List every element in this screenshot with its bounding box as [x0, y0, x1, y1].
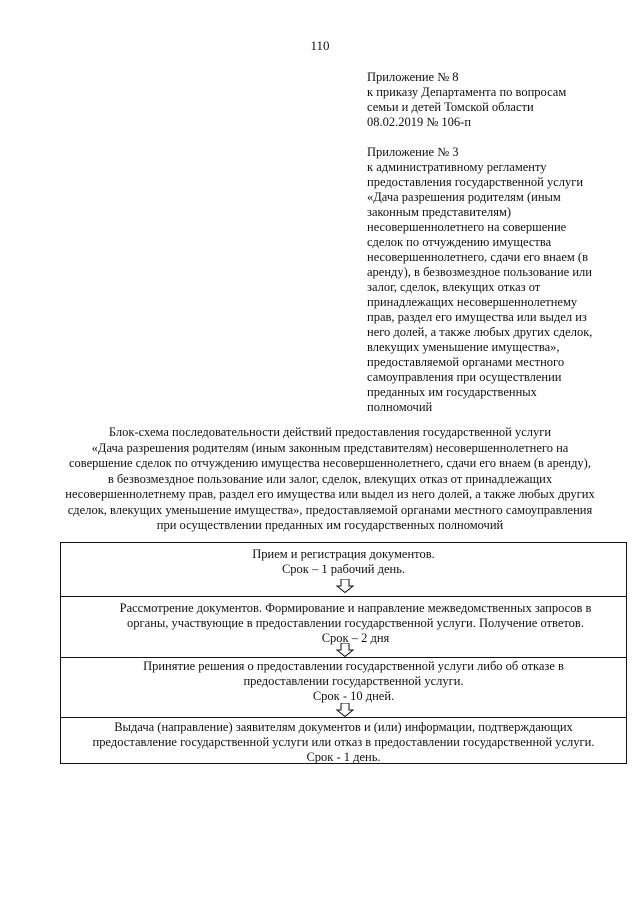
flow-step-line: Прием и регистрация документов.	[252, 547, 435, 561]
page-number: 110	[310, 38, 330, 53]
appendix-8-line: семьи и детей Томской области	[367, 100, 534, 114]
appendix-3-line: влекущих уменьшение имущества»,	[367, 340, 560, 354]
down-arrow-icon	[336, 643, 354, 657]
flow-step-line: Рассмотрение документов. Формирование и направление межведомственных запросов в	[119, 601, 592, 615]
flow-step-line: органы, участвующие в предоставлении государственной услуги. Получение ответов.	[127, 616, 584, 630]
appendix-8-header	[367, 70, 612, 130]
flow-step-line: Срок - 1 день.	[306, 750, 381, 764]
flowchart-title-line: несовершеннолетнему прав, раздел его имущества или выдел из него долей, а также любых других	[65, 487, 595, 501]
down-arrow-icon	[336, 579, 354, 593]
appendix-3-line: самоуправления при осуществлении	[367, 370, 562, 384]
flow-step-line: предоставлении государственной услуги.	[243, 674, 464, 688]
flowchart-title	[40, 425, 620, 534]
flowchart-title-line: сделок, влекущих уменьшение имущества», предоставляемой органами местного самоуправления	[67, 502, 593, 517]
flow-divider	[61, 596, 626, 597]
flow-divider	[61, 657, 626, 658]
flow-step-review	[85, 601, 626, 646]
flow-step-reception	[61, 547, 626, 577]
appendix-3-line: Приложение № 3	[367, 145, 459, 159]
appendix-3-line: предоставляемой органами местного	[367, 355, 565, 369]
appendix-3-line: несовершеннолетнего на совершение	[367, 220, 567, 234]
flow-divider	[61, 717, 626, 718]
appendix-3-line: аренду), в безвозмездное пользование или	[367, 265, 592, 279]
appendix-3-line: к административному регламенту	[367, 160, 547, 174]
appendix-8-line: 08.02.2019 № 106-п	[367, 115, 472, 129]
flowchart-title-line: Блок-схема последовательности действий предоставления государственной услуги	[108, 425, 552, 439]
appendix-3-line: предоставления государственной услуги	[367, 175, 584, 189]
flow-step-issuance	[61, 720, 626, 765]
appendix-3-line: него долей, а также любых других сделок,	[367, 325, 593, 339]
appendix-3-line: несовершеннолетнего, сдачи его внаем (в	[367, 250, 588, 264]
appendix-3-header	[367, 145, 612, 415]
flow-step-line: Принятие решения о предоставлении государственной услуги либо об отказе в	[143, 659, 564, 673]
flow-step-decision	[81, 659, 626, 704]
appendix-3-line: преданных им государственных	[367, 385, 537, 399]
appendix-8-line: Приложение № 8	[367, 70, 459, 84]
appendix-3-line: полномочий	[367, 400, 433, 414]
appendix-3-line: законным представителям)	[367, 205, 512, 219]
flow-step-line: Срок – 1 рабочий день.	[281, 562, 406, 576]
flowchart-title-line: совершение сделок по отчуждению имущества несовершеннолетнего, сдачи его внаем (в аренду),	[69, 456, 591, 470]
appendix-3-line: залог, сделок, влекущих отказ от	[367, 280, 541, 294]
flowchart-title-line: «Дача разрешения родителям (иным законным представителям) несовершеннолетнего на	[91, 440, 569, 455]
flow-step-line: Срок - 10 дней.	[312, 689, 395, 703]
appendix-3-line: «Дача разрешения родителям (иным	[367, 190, 561, 204]
flowchart	[60, 542, 627, 764]
flowchart-title-line: в безвозмездное пользование или залог, сделок, влекущих отказ от принадлежащих	[107, 471, 553, 486]
appendix-3-line: прав, раздел его имущества или выдел из	[367, 310, 587, 324]
flow-step-line: предоставление государственной услуги или отказ в предоставлении государственной услуги.	[92, 735, 595, 749]
flow-step-line: Срок – 2 дня	[321, 631, 390, 645]
appendix-8-line: к приказу Департамента по вопросам	[367, 85, 567, 99]
appendix-3-line: принадлежащих несовершеннолетнему	[367, 295, 578, 309]
down-arrow-icon	[336, 703, 354, 717]
flow-step-line: Выдача (направление) заявителям документов и (или) информации, подтверждающих	[114, 720, 573, 734]
appendix-3-line: сделок по отчуждению имущества	[367, 235, 552, 249]
flowchart-title-line: при осуществлении преданных им государственных полномочий	[156, 518, 504, 532]
